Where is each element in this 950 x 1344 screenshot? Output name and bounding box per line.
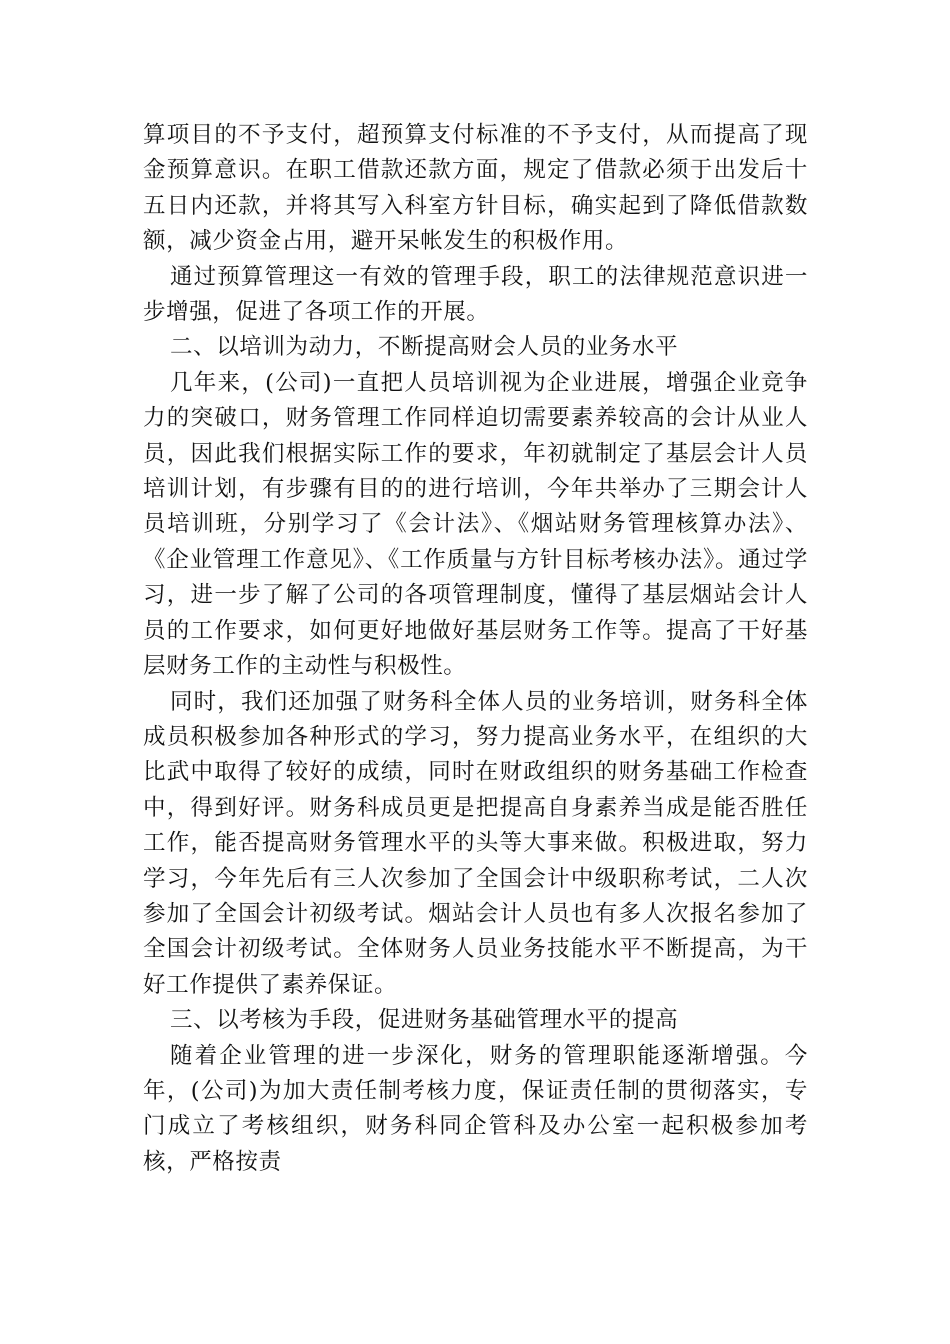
paragraph-budget-summary: 通过预算管理这一有效的管理手段，职工的法律规范意识进一步增强，促进了各项工作的开展。 — [143, 263, 808, 326]
section-heading-training: 二、以培训为动力，不断提高财会人员的业务水平 — [170, 334, 679, 361]
paragraph-continuation: 算项目的不予支付，超预算支付标准的不予支付，从而提高了现金预算意识。在职工借款还款方面，规定了借款必须于出发后十五日内还款，并将其写入科室方针目标，确实起到了降低借款数额，减少资金占用，避开呆帐发生的积极作用。 — [143, 122, 808, 255]
document-body — [143, 118, 808, 1180]
paragraph-training-plan: 几年来，(公司)一直把人员培训视为企业进展，增强企业竞争力的突破口，财务管理工作同样迫切需要素养较高的会计从业人员，因此我们根据实际工作的要求，年初就制定了基层会计人员培训计划，有步骤有目的的进行培训，今年共举办了三期会计人员培训班，分别学习了《会计法》、《烟站财务管理核算办法》、《企业管理工作意见》、《工作质量与方针目标考核办法》。通过学习，进一步了解了公司的各项管理制度，懂得了基层烟站会计人员的工作要求，如何更好地做好基层财务工作等。提高了干好基层财务工作的主动性与积极性。 — [143, 369, 808, 680]
paragraph-staff-training: 同时，我们还加强了财务科全体人员的业务培训，财务科全体成员积极参加各种形式的学习，努力提高业务水平，在组织的大比武中取得了较好的成绩，同时在财政组织的财务基础工作检查中，得到好评。财务科成员更是把提高自身素养当成是能否胜任工作，能否提高财务管理水平的头等大事来做。积极进取，努力学习，今年先后有三人次参加了全国会计中级职称考试，二人次参加了全国会计初级考试。烟站会计人员也有多人次报名参加了全国会计初级考试。全体财务人员业务技能水平不断提高，为干好工作提供了素养保证。 — [143, 688, 808, 998]
paragraph-assessment: 随着企业管理的进一步深化，财务的管理职能逐渐增强。今年，(公司)为加大责任制考核力度，保证责任制的贯彻落实，专门成立了考核组织，财务科同企管科及办公室一起积极参加考核，严格按责 — [143, 1042, 808, 1175]
section-heading-assessment: 三、以考核为手段，促进财务基础管理水平的提高 — [170, 1007, 679, 1034]
